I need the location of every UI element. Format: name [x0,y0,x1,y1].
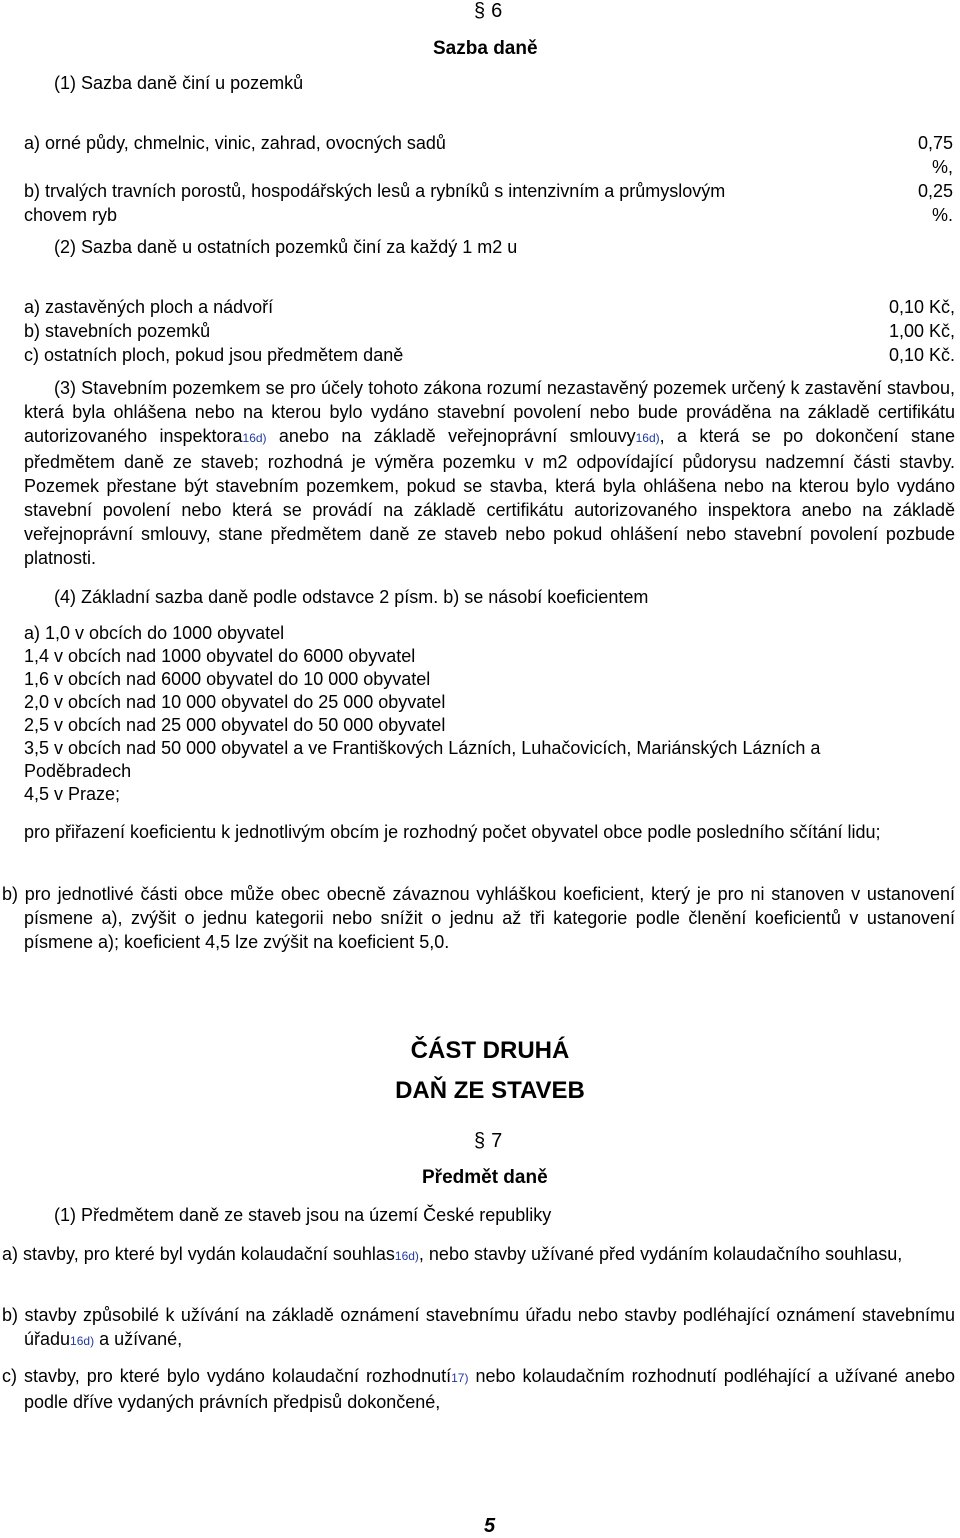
section-6-title: Sazba daně [433,38,538,59]
footnote-ref[interactable]: 16d) [70,1334,95,1348]
coefficient-note: pro přiřazení koeficientu k jednotlivým obcím je rozhodný počet obyvatel obce podle posledního sčítání lidu; [24,822,881,842]
section-6-number [474,0,502,23]
para-4-intro: (4) Základní sazba daně podle odstavce 2 písm. b) se násobí koeficientem [54,587,649,607]
para-2-item: c) ostatních ploch, pokud jsou předmětem daně [24,345,404,365]
section-7-intro: (1) Předmětem daně ze staveb jsou na území České republiky [54,1205,552,1225]
page-number: 5 [484,1515,496,1537]
para-1-item-b: b) trvalých travních porostů, hospodářských lesů a rybníků s intenzivním a průmyslovým [24,181,726,201]
footnote-ref[interactable]: 16d) [242,431,267,445]
section-7-item-a: a) stavby, pro které byl vydán kolaudační souhlas16d), nebo stavby užívané před vydáním kolaudačního souhlasu, [2,1244,903,1264]
section-number: 6 [491,0,503,22]
section-7-number [474,1130,502,1153]
coefficient-line: Poděbradech [24,761,132,781]
para-4-item-b: b) pro jednotlivé části obce může obec obecně závaznou vyhláškou koeficient, který je pro ni stanoven v ustanovení písmene a), zvýšit o jednu kategorii nebo snížit o jednu až tři kategorie podle členění koeficientů v ustanovení písmene a); koeficient 4,5 lze zvýšit na koeficient 5,0. [2,884,955,952]
coefficient-line: 2,0 v obcích nad 10 000 obyvatel do 25 000 obyvatel [24,692,446,712]
part-subheading: DAŇ ZE STAVEB [395,1077,585,1104]
coefficient-line: 1,6 v obcích nad 6000 obyvatel do 10 000 obyvatel [24,669,431,689]
para-2-item: a) zastavěných ploch a nádvoří [24,297,274,317]
para-3: (3) Stavebním pozemkem se pro účely tohoto zákona rozumí nezastavěný pozemek určený k zastavění stavbou, která byla ohlášena nebo na kterou bylo vydáno stavební povolení nebo bude prováděna na základě certifikátu autorizovaného inspektora16d) anebo na základě veřejnoprávní smlouvy16d), a která se po dokončení stane předmětem daně ze staveb; rozhodná je výměra pozemku v m2 odpovídající půdorysu nadzemní části stavby. Pozemek přestane být stavebním pozemkem, pokud se stavba, která byla ohlášena nebo na kterou bylo vydáno stavební povolení nebo která se provádí na základě certifikátu autorizovaného inspektora anebo na základě veřejnoprávní smlouvy, stane předmětem daně ze staveb nebo pokud ohlášení nebo stavební povolení pozbude platnosti. [24,378,956,568]
coefficient-line: a) 1,0 v obcích do 1000 obyvatel [24,623,285,643]
section-number: 7 [491,1130,503,1152]
coefficient-line: 3,5 v obcích nad 50 000 obyvatel a ve Františkových Lázních, Luhačovicích, Mariánských Lázních a [24,738,821,758]
para-1-item-a: a) orné půdy, chmelnic, vinic, zahrad, ovocných sadů [24,133,446,153]
para-1-item-a-rate: 0,75 [917,133,953,153]
coefficient-line: 1,4 v obcích nad 1000 obyvatel do 6000 obyvatel [24,646,416,666]
coefficient-line: 2,5 v obcích nad 25 000 obyvatel do 50 000 obyvatel [24,715,446,735]
coefficient-line: 4,5 v Praze; [24,784,121,804]
part-heading: ČÁST DRUHÁ [410,1037,570,1064]
section-7-item-c: c) stavby, pro které bylo vydáno kolaudační rozhodnutí17) nebo kolaudačním rozhodnutí podléhající a užívané anebo podle dříve vydaných právních předpisů dokončené, [2,1366,955,1412]
coefficient-list [24,622,820,806]
para-2-item-rate: 0,10 Kč, [888,297,955,317]
para-2-intro: (2) Sazba daně u ostatních pozemků činí za každý 1 m2 u [54,237,518,257]
para-1-item-b-unit: %. [931,205,953,225]
section-mark: § [474,0,486,22]
para-1-intro: (1) Sazba daně činí u pozemků [54,73,304,93]
section-7-item-b: b) stavby způsobilé k užívání na základě oznámení stavebnímu úřadu nebo stavby podléhající oznámení stavebnímu úřadu16d) a užívané, [2,1305,955,1349]
para-2-item: b) stavebních pozemků [24,321,211,341]
footnote-ref[interactable]: 16d) [394,1249,419,1263]
section-mark: § [474,1130,486,1152]
para-2-item-rate: 1,00 Kč, [888,321,955,341]
para-1-item-b-rate: 0,25 [917,181,953,201]
para-1-item-a-unit: %, [931,157,953,177]
section-7-title: Předmět daně [422,1167,548,1188]
para-1-item-b-cont: chovem ryb [24,205,118,225]
footnote-ref[interactable]: 17) [451,1371,469,1385]
para-2-item-rate: 0,10 Kč. [888,345,955,365]
footnote-ref[interactable]: 16d) [635,431,660,445]
